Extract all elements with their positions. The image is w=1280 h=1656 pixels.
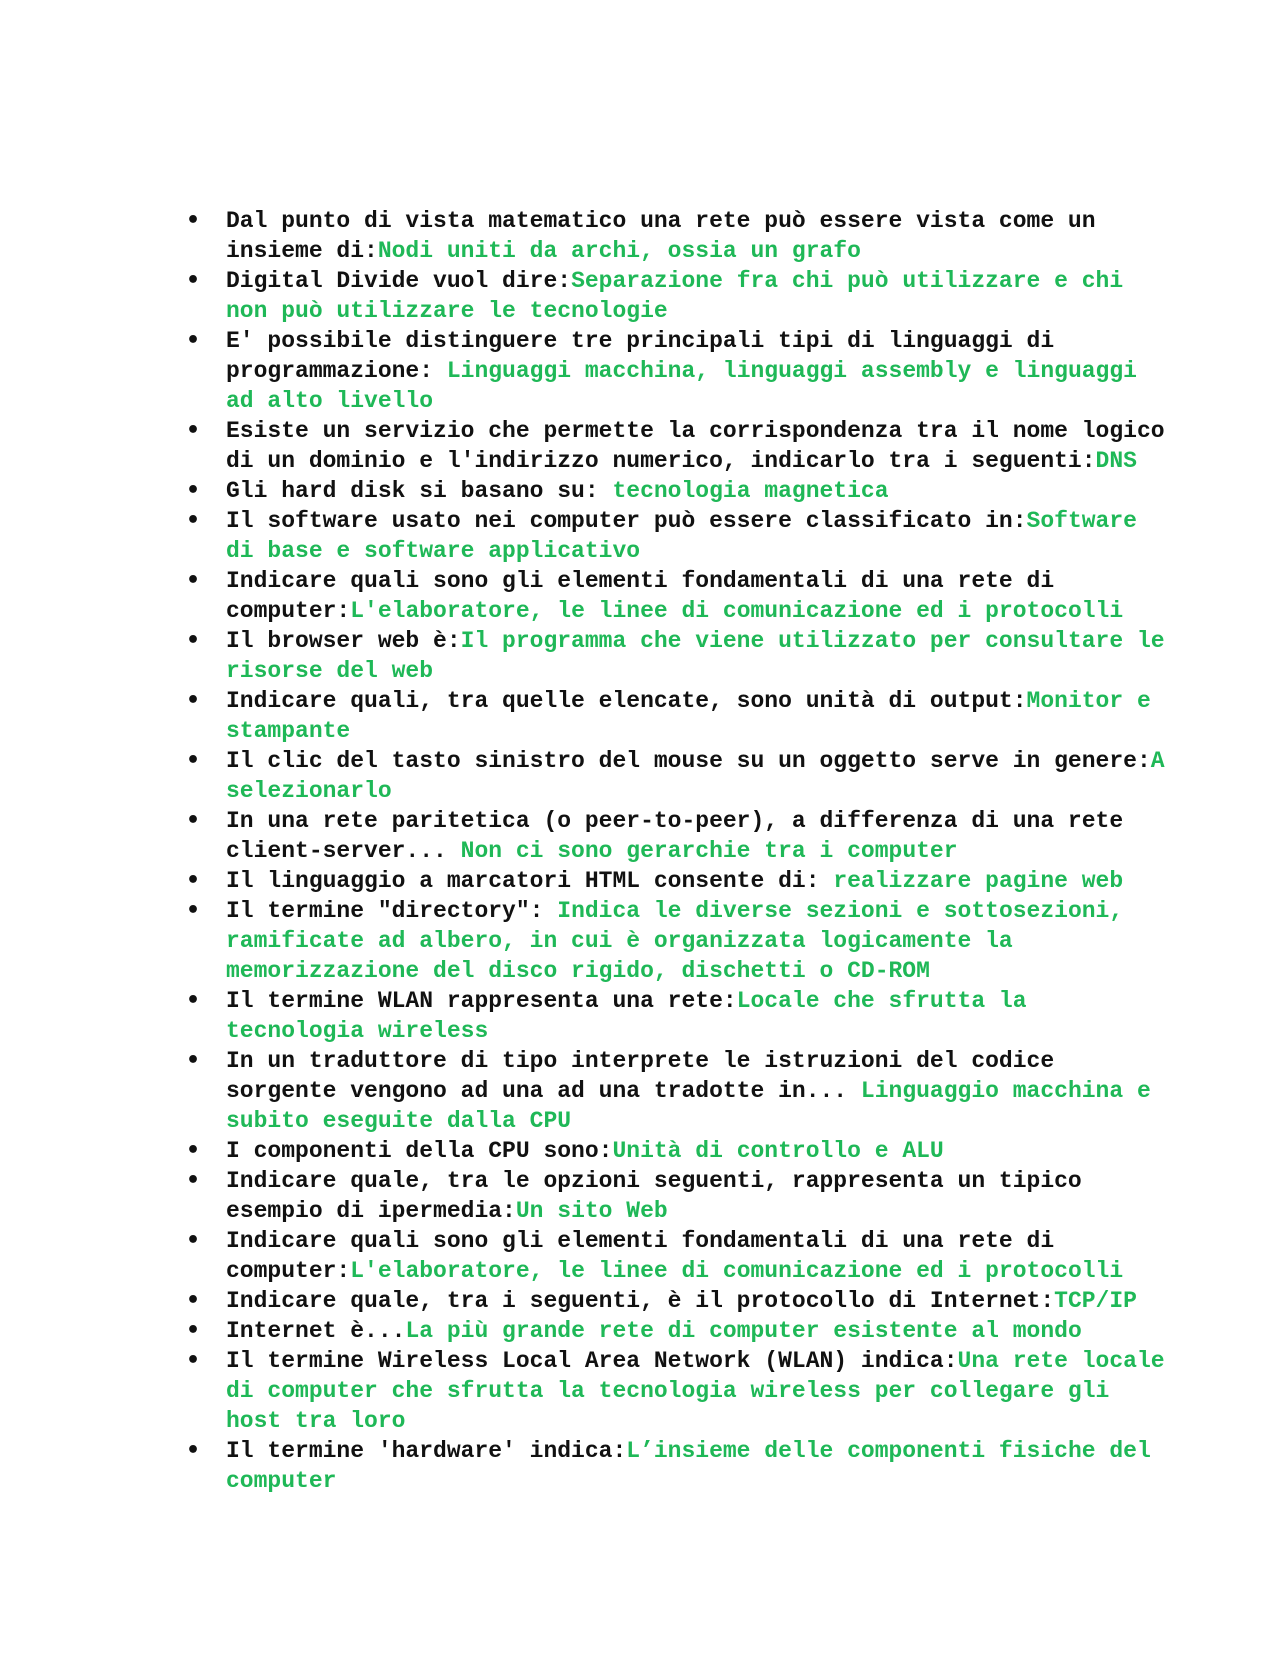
list-item xyxy=(186,986,1176,1046)
bullet-icon: • xyxy=(186,418,201,443)
bullet-icon: • xyxy=(186,898,201,923)
answer-text: tecnologia magnetica xyxy=(612,478,889,504)
question-text: Esiste un servizio che permette la corrispondenza tra il nome logico di un dominio e l'indirizzo numerico, indicarlo tra i seguenti: xyxy=(226,418,1165,474)
question-text: Il browser web è: xyxy=(226,628,461,654)
question-text: Il termine 'hardware' indica: xyxy=(226,1438,627,1464)
bullet-icon: • xyxy=(186,1438,201,1463)
question-text: Indicare quali sono gli elementi fondamentali di una rete di computer: xyxy=(226,568,1055,624)
answer-text: Linguaggi macchina, linguaggi assembly e linguaggi ad alto livello xyxy=(226,358,1137,414)
bullet-icon: • xyxy=(186,328,201,353)
question-text: Il clic del tasto sinistro del mouse su un oggetto serve in genere: xyxy=(226,748,1151,774)
list-item xyxy=(186,476,1176,506)
bullet-icon: • xyxy=(186,1138,201,1163)
bullet-icon: • xyxy=(186,868,201,893)
question-text: E' possibile distinguere tre principali tipi di linguaggi di programmazione: xyxy=(226,328,1055,384)
list-item xyxy=(186,1046,1176,1136)
list-item xyxy=(186,1316,1176,1346)
question-text: Dal punto di vista matematico una rete può essere vista come un insieme di: xyxy=(226,208,1096,264)
bullet-icon: • xyxy=(186,508,201,533)
bullet-icon: • xyxy=(186,688,201,713)
list-item xyxy=(186,686,1176,746)
bullet-icon: • xyxy=(186,1348,201,1373)
list-item xyxy=(186,1136,1176,1166)
question-text: In una rete paritetica (o peer-to-peer), a differenza di una rete client-server... xyxy=(226,808,1124,864)
bullet-icon: • xyxy=(186,748,201,773)
question-text: Indicare quale, tra i seguenti, è il protocollo di Internet: xyxy=(226,1288,1055,1314)
bullet-icon: • xyxy=(186,1228,201,1253)
list-item xyxy=(186,566,1176,626)
list-item xyxy=(186,206,1176,266)
answer-text: Software di base e software applicativo xyxy=(226,508,1137,564)
question-text: Digital Divide vuol dire: xyxy=(226,268,572,294)
question-text: Gli hard disk si basano su: xyxy=(226,478,613,504)
list-item xyxy=(186,1346,1176,1436)
list-item xyxy=(186,1166,1176,1226)
question-text: Internet è... xyxy=(226,1318,406,1344)
list-item xyxy=(186,1226,1176,1286)
answer-text: Separazione fra chi può utilizzare e chi non può utilizzare le tecnologie xyxy=(226,268,1124,324)
answer-text: Il programma che viene utilizzato per consultare le risorse del web xyxy=(226,628,1165,684)
answer-text: Indica le diverse sezioni e sottosezioni, ramificate ad albero, in cui è organizzata logicamente la memorizzazione del disco rigido, dischetti o CD-ROM xyxy=(226,898,1124,984)
list-item xyxy=(186,1286,1176,1316)
bullet-icon: • xyxy=(186,988,201,1013)
question-text: Indicare quali, tra quelle elencate, sono unità di output: xyxy=(226,688,1027,714)
bullet-icon: • xyxy=(186,1288,201,1313)
list-item xyxy=(186,626,1176,686)
answer-text: Unità di controllo e ALU xyxy=(612,1138,944,1164)
answer-text: Monitor e stampante xyxy=(226,688,1151,744)
bullet-icon: • xyxy=(186,808,201,833)
bullet-icon: • xyxy=(186,208,201,233)
list-item xyxy=(186,866,1176,896)
question-text: Il linguaggio a marcatori HTML consente di: xyxy=(226,868,834,894)
list-item xyxy=(186,1436,1176,1496)
question-text: Indicare quale, tra le opzioni seguenti, rappresenta un tipico esempio di ipermedia: xyxy=(226,1168,1082,1224)
list-item xyxy=(186,806,1176,866)
bullet-icon: • xyxy=(186,478,201,503)
bullet-icon: • xyxy=(186,1168,201,1193)
answer-text: Linguaggio macchina e subito eseguite dalla CPU xyxy=(226,1078,1151,1134)
answer-text: La più grande rete di computer esistente al mondo xyxy=(405,1318,1082,1344)
qa-bullet-list xyxy=(186,206,1176,1496)
list-item xyxy=(186,266,1176,326)
question-text: Il termine Wireless Local Area Network (WLAN) indica: xyxy=(226,1348,958,1374)
bullet-icon: • xyxy=(186,268,201,293)
question-text: I componenti della CPU sono: xyxy=(226,1138,613,1164)
question-text: Il termine WLAN rappresenta una rete: xyxy=(226,988,737,1014)
answer-text: L’insieme delle componenti fisiche del computer xyxy=(226,1438,1151,1494)
answer-text: Non ci sono gerarchie tra i computer xyxy=(460,838,958,864)
list-item xyxy=(186,506,1176,566)
answer-text: A selezionarlo xyxy=(226,748,1165,804)
bullet-icon: • xyxy=(186,568,201,593)
bullet-icon: • xyxy=(186,1318,201,1343)
list-item xyxy=(186,326,1176,416)
question-text: Il termine "directory": xyxy=(226,898,558,924)
bullet-icon: • xyxy=(186,1048,201,1073)
answer-text: Nodi uniti da archi, ossia un grafo xyxy=(377,238,861,264)
question-text: Il software usato nei computer può essere classificato in: xyxy=(226,508,1027,534)
bullet-icon: • xyxy=(186,628,201,653)
answer-text: TCP/IP xyxy=(1054,1288,1137,1314)
answer-text: realizzare pagine web xyxy=(833,868,1124,894)
list-item xyxy=(186,746,1176,806)
answer-text: DNS xyxy=(1095,448,1137,474)
list-item xyxy=(186,416,1176,476)
answer-text: Una rete locale di computer che sfrutta la tecnologia wireless per collegare gli host tra loro xyxy=(226,1348,1165,1434)
question-text: In un traduttore di tipo interprete le istruzioni del codice sorgente vengono ad una ad una tradotte in... xyxy=(226,1048,1055,1104)
answer-text: L'elaboratore, le linee di comunicazione ed i protocolli xyxy=(350,1258,1124,1284)
answer-text: L'elaboratore, le linee di comunicazione ed i protocolli xyxy=(350,598,1124,624)
answer-text: Locale che sfrutta la tecnologia wireless xyxy=(226,988,1027,1044)
answer-text: Un sito Web xyxy=(515,1198,668,1224)
question-text: Indicare quali sono gli elementi fondamentali di una rete di computer: xyxy=(226,1228,1055,1284)
list-item xyxy=(186,896,1176,986)
